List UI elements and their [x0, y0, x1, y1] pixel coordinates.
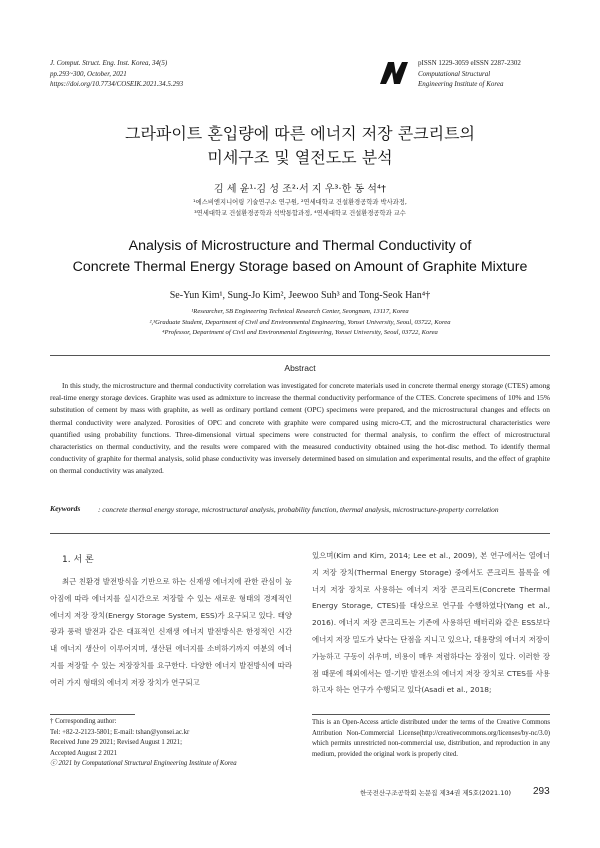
keywords-label: Keywords [50, 504, 81, 513]
korean-affiliations [0, 197, 600, 219]
issn-line: pISSN 1229-3059 eISSN 2287-2302 [418, 59, 521, 67]
journal-citation-header [50, 58, 183, 90]
keywords-bottom-divider [50, 533, 550, 534]
citation-line: J. Comput. Struct. Eng. Inst. Korea, 34(5) [50, 59, 168, 67]
footer-journal-info: 한국전산구조공학회 논문집 제34권 제5호(2021.10) [360, 789, 512, 797]
abstract-top-divider [50, 355, 550, 356]
corresponding-author-footnote [50, 717, 295, 770]
page-number: 293 [533, 786, 550, 797]
open-access-license-note: This is an Open-Access article distributed under the terms of the Creative Commons Attribution Non-Commercial License(http://creativecommons.org/licenses/by-nc/3.0) which permits unrestricted non-commercial use, distribution, and reproduction in any medium, provided the original work is properly cited. [312, 719, 550, 758]
footnote-divider [50, 714, 135, 715]
english-affiliation-line-1: ¹Researcher, SB Engineering Technical Research Center, Seongnam, 13117, Korea [191, 308, 409, 315]
license-divider [312, 714, 550, 715]
korean-affiliation-line-2: ³연세대학교 건설환경공학과 석박통합과정, ⁴연세대학교 건설환경공학과 교수 [194, 210, 406, 217]
abstract-body: In this study, the microstructure and thermal conductivity correlation was investigated for concrete materials used in concrete thermal energy storage (CTES) among real-time energy storage devices. Graphite was used as admixture to increase the thermal conductivity performance of the CTES. Concrete specimens of 10% and 15% substitution of cement by mass with graphite, as well as ordinary portland cement (OPC) specimens were prepared, and the microstructural changes and effects on thermal conductivity were analyzed. Porosities of OPC and concrete with graphite were compared using micro-CT, and the microstructural characteristics were quantified using probability functions. Three-dimensional virtual specimens were constructed for thermal analysis, to confirm the effect of microstructural characteristics on thermal conductivity, and the results were compared with the measured conductivity obtained using the hot-disc method. To identify thermal conductivity of graphite for thermal analysis, solid phase conductivity was inversely determined based on simulation and experimental results, and the effect of graphite on thermal conductivity was analyzed. [50, 381, 550, 476]
english-affiliation-line-3: ⁴Professor, Department of Civil and Environmental Engineering, Yonsei University, Seoul, 03722, Korea [162, 329, 438, 336]
org-line-1: Computational Structural [418, 69, 491, 78]
introduction-right-column: 있으며(Kim and Kim, 2014; Lee et al., 2009), 본 연구에서는 열에너지 저장 장치(Thermal Energy Storage) 중에서도 콘크리트 블록을 에너지 저장 장치로 사용하는 에너지 저장 콘크리트(Concrete Thermal Energy Storage, CTES)를 대상으로 연구를 수행하였다(Yang et al., 2016). 에너지 저장 콘크리트는 기존에 사용하던 배터리와 같은 ESS보다 에너지 저장 밀도가 낮다는 단점을 지니고 있으나, 대용량의 에너지 저장이 가능하고 구동이 쉬우며, 비용이 매우 저렴하다는 장점이 있다. 이러한 장점 때문에 해외에서는 열-기반 발전소의 에너지 저장 장치로 CTES를 사용하고자 하는 연구가 수행되고 있다(Asadi et al., 2018; [312, 551, 550, 695]
korean-affiliation-line-1: ¹에스비엔지니어링 기술연구소 연구원, ²연세대학교 건설환경공학과 박사과정, [193, 199, 407, 206]
korean-title-line-1: 그라파이트 혼입량에 따른 에너지 저장 콘크리트의 [124, 124, 475, 143]
korean-authors: 김 세 윤¹·김 성 조²·서 지 우³·한 동 석⁴† [214, 184, 386, 195]
korean-title [0, 122, 600, 170]
introduction-left-column: 최근 친환경 발전방식을 기반으로 하는 신재생 에너지에 관한 관심이 높아짐에 따라 에너지를 실시간으로 저장할 수 있는 새로운 형태의 경제적인 에너지 저장 장치(Energy Storage System, ESS)가 요구되고 있다. 태양광과 풍력 발전과 같은 대표적인 신재생 에너지 발전방식은 한정적인 시간 내 에너지 생산이 이루어지며, 생산된 에너지를 소비하기까지 여분의 에너지를 저장할 수 있는 저장장치를 요구한다. 다양한 에너지 발전방식에 따라 여러 가지 형태의 에너지 저장 장치가 연구되고 [50, 577, 292, 687]
org-line-2: Engineering Institute of Korea [418, 80, 504, 88]
english-affiliations [0, 307, 600, 339]
issn-header [418, 58, 521, 90]
section-heading-introduction: 1. 서 론 [62, 555, 94, 565]
pages-line: pp.293~300, October, 2021 [50, 69, 127, 78]
footnote-line: Received June 29 2021; Revised August 1 2021; [50, 739, 182, 747]
english-authors: Se-Yun Kim¹, Sung-Jo Kim², Jeewoo Suh³ and Tong-Seok Han⁴† [169, 290, 431, 301]
english-title-line-1: Analysis of Microstructure and Thermal Conductivity of [128, 238, 472, 254]
english-affiliation-line-2: ²,³Graduate Student, Department of Civil and Environmental Engineering, Yonsei University, Seoul, 03722, Korea [149, 318, 451, 326]
korean-title-line-2: 미세구조 및 열전도도 분석 [207, 148, 393, 167]
doi-link[interactable]: https://doi.org/10.7734/COSEIK.2021.34.5.293 [50, 80, 184, 88]
english-title [0, 236, 600, 278]
keywords-text: : concrete thermal energy storage, microstructural analysis, probability function, thermal analysis, microstructure-property correlation [98, 505, 499, 514]
footnote-line: ⓒ 2021 by Computational Structural Engineering Institute of Korea [50, 760, 237, 768]
coseik-logo-icon [378, 60, 410, 86]
footnote-line: Tel: +82-2-2123-5801; E-mail: tshan@yonsei.ac.kr [50, 728, 190, 736]
abstract-heading: Abstract [284, 363, 316, 373]
footnote-line: † Corresponding author: [50, 718, 117, 725]
english-title-line-2: Concrete Thermal Energy Storage based on Amount of Graphite Mixture [72, 259, 528, 275]
footnote-line: Accepted August 2 2021 [50, 749, 118, 757]
